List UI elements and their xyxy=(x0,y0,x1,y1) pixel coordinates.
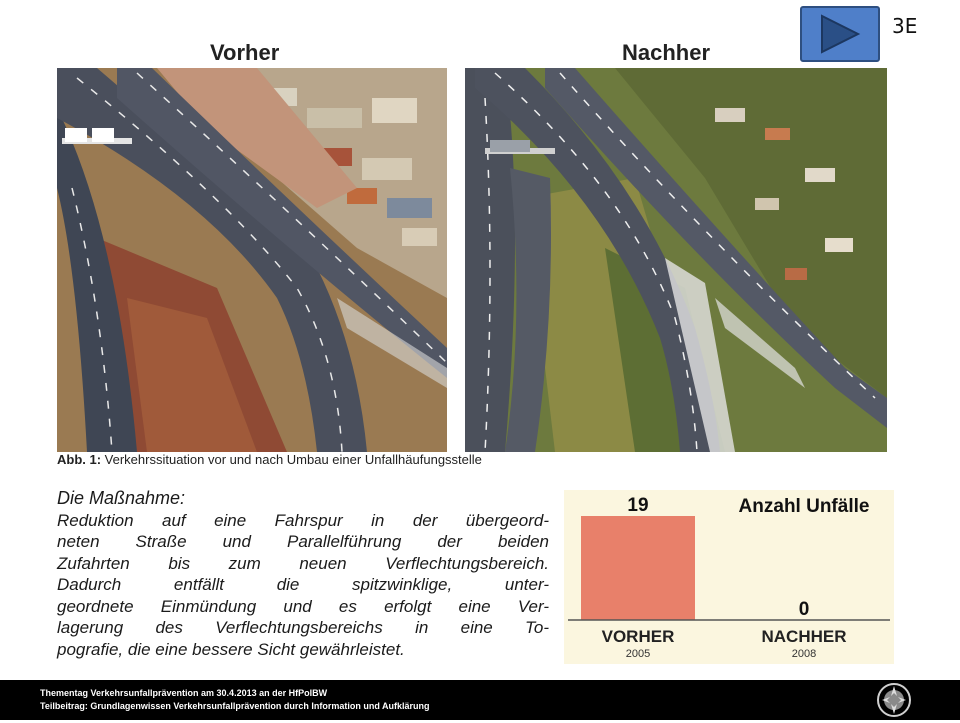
measure-line: geordnete Einmündung und es erfolgt eine Ver- xyxy=(57,596,549,616)
measure-line: Reduktion auf eine Fahrspur in der übergeord- xyxy=(57,510,549,530)
data-label: 19 xyxy=(627,495,649,516)
caption-prefix: Abb. 1: xyxy=(57,452,102,467)
category-label: VORHER xyxy=(601,627,675,646)
footer-bar xyxy=(0,680,960,720)
after-label: Nachher xyxy=(622,40,711,65)
category-year: 2008 xyxy=(791,648,817,660)
next-slide-button[interactable] xyxy=(800,6,880,62)
measure-line: neten Straße und Parallelführung der beiden xyxy=(57,532,549,551)
data-label: 0 xyxy=(798,599,810,620)
measure-line: Dadurch entfällt die spitzwinklige, unter- xyxy=(57,575,549,594)
figure-caption xyxy=(57,452,482,467)
police-academy-seal-icon xyxy=(876,682,912,723)
category-year: 2005 xyxy=(625,648,651,660)
before-label: Vorher xyxy=(210,40,280,65)
before-aerial-photo xyxy=(57,68,447,452)
play-triangle-icon xyxy=(802,8,878,60)
measure-line: Zufahrten bis zum neuen Verflechtungsbereich. xyxy=(57,553,549,573)
accident-count-chart xyxy=(564,490,894,664)
slide-number: 3E xyxy=(892,14,918,38)
footer-line1: Thementag Verkehrsunfallprävention am 30.4.2013 an der HfPolBW xyxy=(40,688,328,698)
measure-line: lagerung des Verflechtungsbereichs in eine To- xyxy=(57,618,549,637)
measure-text-block xyxy=(57,488,549,660)
chart-title: Anzahl Unfälle xyxy=(738,496,870,517)
caption-text: Verkehrssituation vor und nach Umbau einer Unfallhäufungsstelle xyxy=(101,452,482,467)
footer-line2: Teilbeitrag: Grundlagenwissen Verkehrsunfallprävention durch Information und Aufklärung xyxy=(40,701,430,711)
chart-canvas xyxy=(564,490,894,664)
category-label: NACHHER xyxy=(761,627,847,646)
measure-line: pografie, die eine bessere Sicht gewährleistet. xyxy=(57,639,405,659)
after-aerial-photo xyxy=(465,68,887,452)
bar-vorher xyxy=(581,516,695,620)
measure-heading: Die Maßnahme: xyxy=(57,488,186,508)
